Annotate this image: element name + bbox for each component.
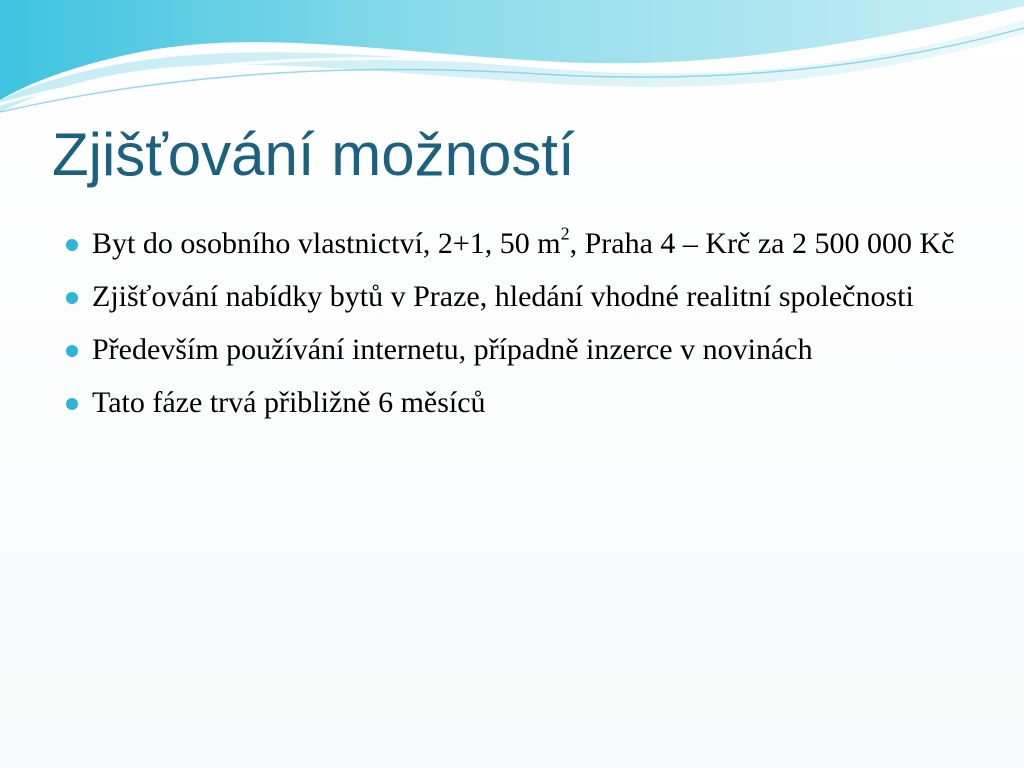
bullet-text: Byt do osobního vlastnictví, 2+1, 50 m bbox=[92, 227, 561, 260]
bullet-text-continued: , Praha 4 – Krč za 2 500 000 Kč bbox=[569, 227, 955, 260]
bullet-text: Zjišťování nabídky bytů v Praze, hledání vhodné realitní společnosti bbox=[92, 280, 914, 313]
bullet-dot-icon bbox=[66, 239, 78, 251]
bullet-text: Tato fáze trvá přibližně 6 měsíců bbox=[92, 386, 486, 419]
bullet-item bbox=[62, 222, 962, 266]
bullet-list bbox=[62, 222, 962, 434]
bullet-text: Především používání internetu, případně inzerce v novinách bbox=[92, 333, 813, 366]
bullet-item bbox=[62, 381, 962, 425]
bullet-dot-icon bbox=[66, 292, 78, 304]
bullet-item bbox=[62, 328, 962, 372]
header-wave-decoration bbox=[0, 0, 1024, 120]
superscript: 2 bbox=[560, 223, 570, 244]
bullet-item bbox=[62, 275, 962, 319]
bullet-dot-icon bbox=[66, 345, 78, 357]
bullet-dot-icon bbox=[66, 398, 78, 410]
slide-title: Zjišťování možností bbox=[52, 121, 575, 188]
